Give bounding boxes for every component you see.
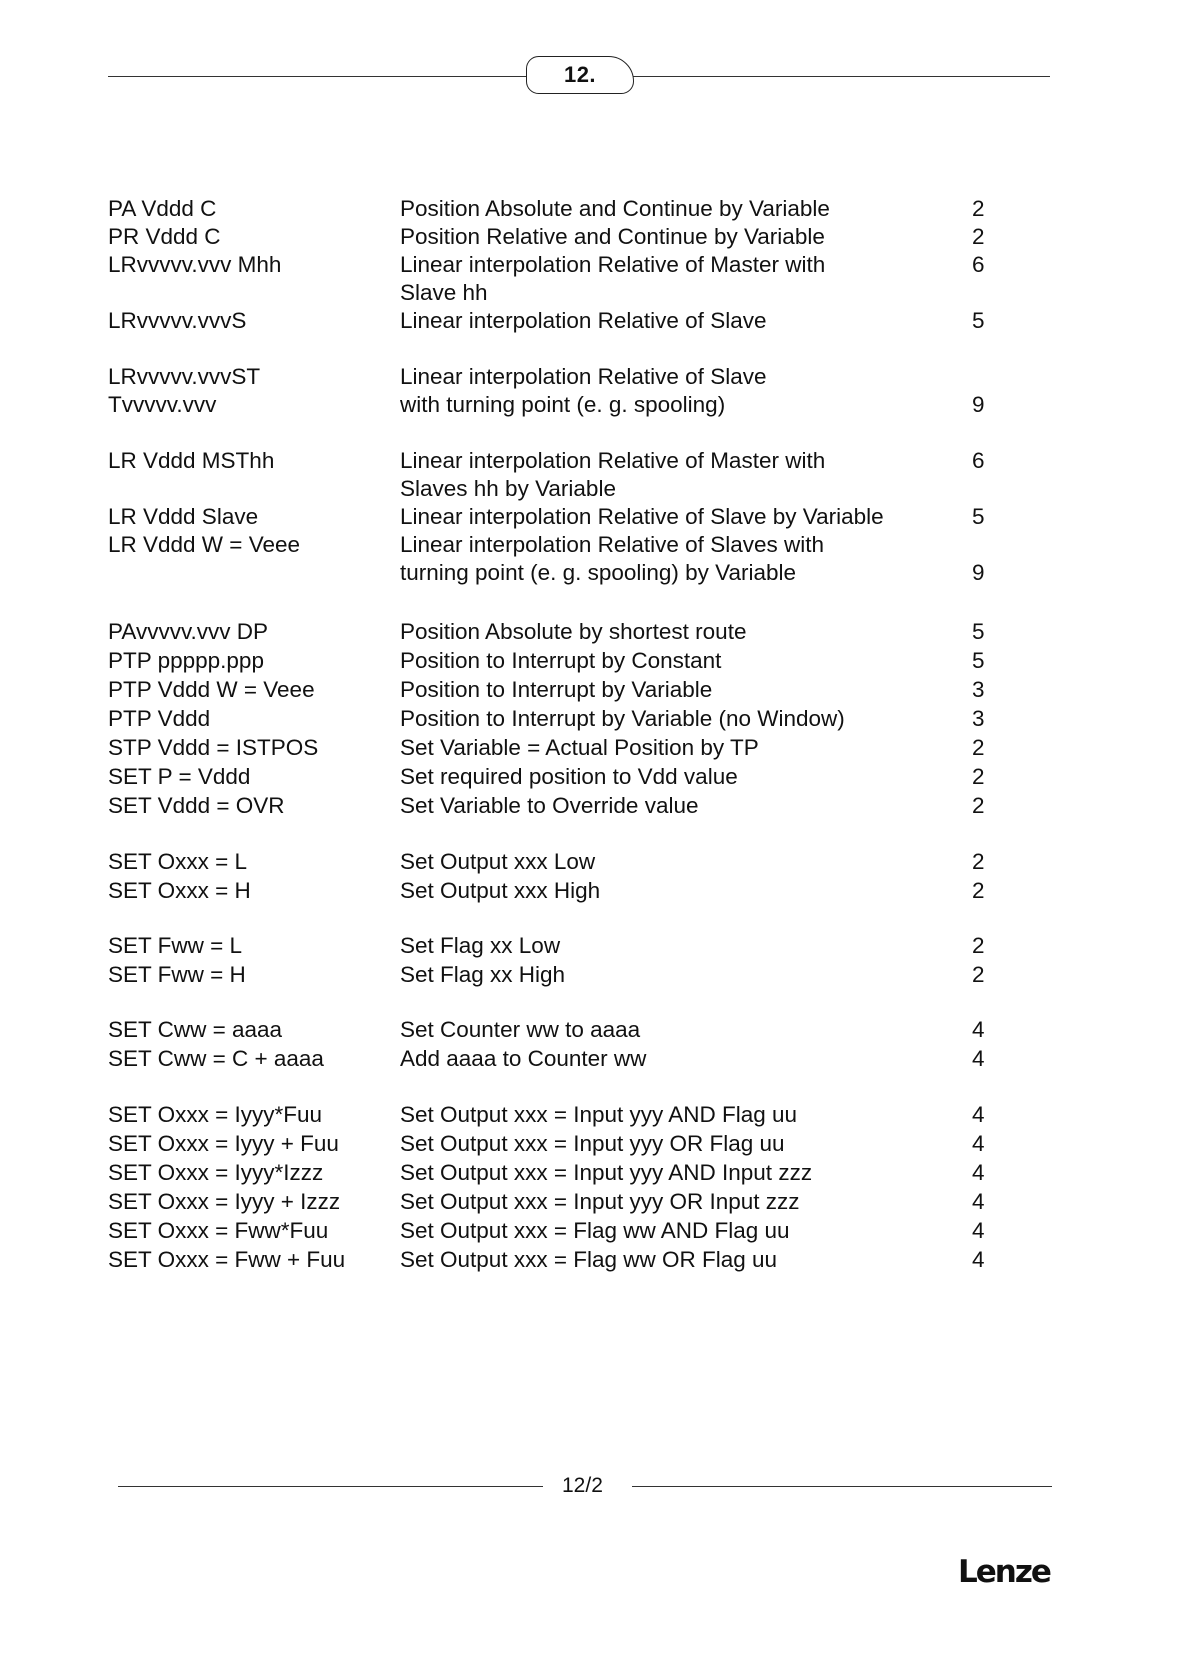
command-count: 5 (972, 504, 985, 529)
command-count: 9 (972, 392, 985, 417)
command-count: 4 (972, 1218, 985, 1243)
command-count: 4 (972, 1017, 985, 1042)
command-row (0, 1016, 1194, 1044)
command-description: turning point (e. g. spooling) by Variable (400, 560, 797, 585)
command-count: 4 (972, 1131, 985, 1156)
command-code: SET P = Vddd (108, 764, 251, 789)
command-description: Linear interpolation Relative of Slaves with (400, 532, 824, 557)
command-code: SET Oxxx = L (108, 849, 248, 874)
command-row (0, 223, 1194, 251)
command-count: 2 (972, 735, 985, 760)
command-count: 5 (972, 648, 985, 673)
command-description: Slaves hh by Variable (400, 476, 616, 501)
command-row (0, 279, 1194, 307)
command-code: PAvvvvv.vvv DP (108, 619, 269, 644)
command-row (0, 676, 1194, 704)
command-row (0, 763, 1194, 791)
command-row (0, 647, 1194, 675)
command-description: Set Output xxx Low (400, 849, 596, 874)
lenze-logo: Lenze (958, 1554, 1050, 1590)
command-row (0, 251, 1194, 279)
command-code: SET Cww = aaaa (108, 1017, 283, 1042)
command-description: Linear interpolation Relative of Master with (400, 448, 826, 473)
command-row (0, 705, 1194, 733)
command-row (0, 1045, 1194, 1073)
command-code: PTP ppppp.ppp (108, 648, 264, 673)
footer-rule-right (632, 1486, 1052, 1487)
command-description: Set Output xxx = Flag ww OR Flag uu (400, 1247, 778, 1272)
command-code: PA Vddd C (108, 196, 217, 221)
command-code: SET Oxxx = Fww*Fuu (108, 1218, 329, 1243)
command-description: Set Output xxx = Input yyy OR Flag uu (400, 1131, 785, 1156)
command-count: 4 (972, 1102, 985, 1127)
command-code: LR Vddd MSThh (108, 448, 275, 473)
command-row (0, 1101, 1194, 1129)
command-code: SET Vddd = OVR (108, 793, 285, 818)
command-count: 9 (972, 560, 985, 585)
command-row (0, 1217, 1194, 1245)
command-row (0, 792, 1194, 820)
command-row (0, 961, 1194, 989)
command-code: SET Fww = H (108, 962, 246, 987)
command-row (0, 475, 1194, 503)
command-description: Add aaaa to Counter ww (400, 1046, 647, 1071)
command-row (0, 1246, 1194, 1274)
command-description: Position Relative and Continue by Variable (400, 224, 825, 249)
command-row (0, 932, 1194, 960)
command-count: 2 (972, 878, 985, 903)
command-row (0, 618, 1194, 646)
command-count: 2 (972, 764, 985, 789)
command-code: SET Oxxx = Fww + Fuu (108, 1247, 346, 1272)
command-code: STP Vddd = ISTPOS (108, 735, 319, 760)
command-code: LRvvvvv.vvvST (108, 364, 261, 389)
command-count: 2 (972, 962, 985, 987)
command-count: 2 (972, 933, 985, 958)
command-count: 2 (972, 196, 985, 221)
command-row (0, 531, 1194, 559)
command-row (0, 503, 1194, 531)
command-count: 5 (972, 619, 985, 644)
command-code: LRvvvvv.vvvS (108, 308, 247, 333)
command-row (0, 1188, 1194, 1216)
command-count: 4 (972, 1046, 985, 1071)
command-row (0, 391, 1194, 419)
command-description: Linear interpolation Relative of Master with (400, 252, 826, 277)
command-count: 2 (972, 224, 985, 249)
command-code: PTP Vddd W = Veee (108, 677, 315, 702)
command-count: 4 (972, 1247, 985, 1272)
command-code: SET Oxxx = Iyyy*Izzz (108, 1160, 324, 1185)
footer-rule-left (118, 1486, 543, 1487)
command-description: Position Absolute and Continue by Variable (400, 196, 830, 221)
chapter-tab: 12. (526, 56, 634, 94)
command-description: with turning point (e. g. spooling) (400, 392, 726, 417)
command-code: LR Vddd W = Veee (108, 532, 300, 557)
command-code: PR Vddd C (108, 224, 221, 249)
command-row (0, 1130, 1194, 1158)
command-count: 4 (972, 1160, 985, 1185)
command-count: 6 (972, 448, 985, 473)
command-row (0, 734, 1194, 762)
command-code: LR Vddd Slave (108, 504, 259, 529)
command-description: Linear interpolation Relative of Slave (400, 364, 767, 389)
command-row (0, 195, 1194, 223)
command-count: 5 (972, 308, 985, 333)
command-row (0, 307, 1194, 335)
command-description: Set required position to Vdd value (400, 764, 738, 789)
command-row (0, 877, 1194, 905)
command-code: SET Fww = L (108, 933, 243, 958)
header-rule-left (108, 76, 528, 77)
command-code: LRvvvvv.vvv Mhh (108, 252, 282, 277)
command-description: Linear interpolation Relative of Slave (400, 308, 767, 333)
command-description: Position Absolute by shortest route (400, 619, 747, 644)
command-row (0, 559, 1194, 587)
command-count: 4 (972, 1189, 985, 1214)
command-code: Tvvvvv.vvv (108, 392, 217, 417)
command-description: Position to Interrupt by Variable (no Window) (400, 706, 845, 731)
command-description: Set Variable to Override value (400, 793, 699, 818)
command-row (0, 447, 1194, 475)
command-description: Set Output xxx = Flag ww AND Flag uu (400, 1218, 790, 1243)
command-description: Position to Interrupt by Variable (400, 677, 713, 702)
command-description: Set Flag xx Low (400, 933, 561, 958)
command-description: Set Flag xx High (400, 962, 566, 987)
command-description: Set Output xxx High (400, 878, 601, 903)
command-row (0, 363, 1194, 391)
header-rule-right (632, 76, 1050, 77)
command-code: SET Oxxx = H (108, 878, 251, 903)
command-code: PTP Vddd (108, 706, 211, 731)
command-description: Set Output xxx = Input yyy OR Input zzz (400, 1189, 800, 1214)
command-row (0, 1159, 1194, 1187)
command-count: 6 (972, 252, 985, 277)
command-count: 2 (972, 849, 985, 874)
command-description: Set Counter ww to aaaa (400, 1017, 641, 1042)
command-description: Position to Interrupt by Constant (400, 648, 722, 673)
command-description: Set Output xxx = Input yyy AND Flag uu (400, 1102, 798, 1127)
command-description: Set Output xxx = Input yyy AND Input zzz (400, 1160, 813, 1185)
command-description: Slave hh (400, 280, 488, 305)
command-description: Set Variable = Actual Position by TP (400, 735, 759, 760)
command-count: 3 (972, 677, 985, 702)
command-row (0, 848, 1194, 876)
command-code: SET Cww = C + aaaa (108, 1046, 324, 1071)
command-code: SET Oxxx = Iyyy + Izzz (108, 1189, 341, 1214)
command-count: 3 (972, 706, 985, 731)
page-number: 12/2 (562, 1474, 603, 1497)
command-description: Linear interpolation Relative of Slave by Variable (400, 504, 884, 529)
command-code: SET Oxxx = Iyyy + Fuu (108, 1131, 339, 1156)
command-code: SET Oxxx = Iyyy*Fuu (108, 1102, 323, 1127)
command-count: 2 (972, 793, 985, 818)
